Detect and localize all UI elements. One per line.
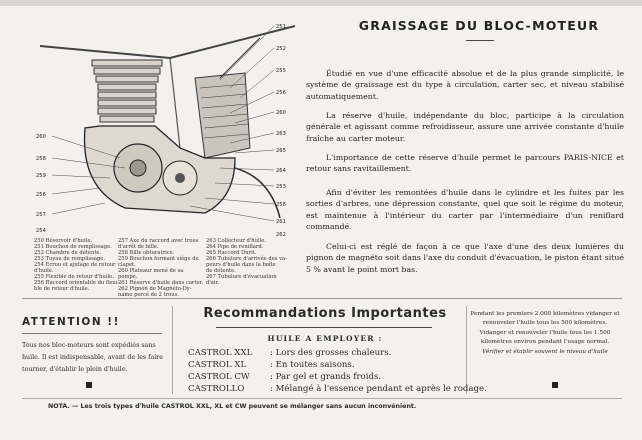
nota-text: NOTA. — Les trois types d'huile CASTROL XXL, XL et CW peuvent se mélanger sans aucun inconvénient. [48,403,417,410]
attention-underline [22,333,162,334]
legend-entry: 252 Chambre de détente. [34,250,102,256]
oil-name: CASTROL XL [188,360,247,370]
nota-divider [22,398,622,399]
legend-entry: d'air. [206,280,220,286]
callout-numbers-left [36,134,47,234]
callout-number: 256 [36,192,46,198]
oil-row [188,360,355,370]
oil-usage: : Lors des grosses chaleurs. [270,348,392,358]
legend-entry: d'arrêt de bille. [118,244,159,250]
legend-entry: 260 Plateaur mené de sa [118,268,184,274]
callout-number: 253 [276,184,286,190]
legend-entry: 264 Pipe de reniflard. [206,244,264,250]
callout-number: 257 [36,212,46,218]
paragraph: Afin d'éviter les remontées d'huile dans le cylindre et les fuites par les sorties d'arbres, une dépression constante, quel que soit le régime du moteur, est maintenue à l'intérieur du carter par l'intermédiaire d'un reniflard commandé. [306,188,624,232]
square-bullet [552,382,558,388]
legend-entry: 253 Tuyau de remplissage. [34,256,105,262]
legend-column-2 [118,238,203,298]
callout-number: 264 [276,168,286,174]
oil-usage: : En toutes saisons. [270,360,355,370]
legend-entry: 258 Bille obturatrice. [118,250,175,256]
legend-entry: pompe. [118,274,138,280]
maintenance-emphasis: Vérifier et établir souvent le niveau d'huile [482,348,608,355]
callout-number: 263 [276,131,286,137]
legend-entry: 261 Réserve d'huile dans carter. [118,280,204,286]
legend-entry: 267 Tubulure d'évacuation [206,274,277,280]
engine-lubrication-diagram [30,18,320,240]
callout-number: 261 [276,219,286,225]
paragraph: Étudié en vue d'une efficacité absolue et de la plus grande simplicité, le système de graissage est du type à circulation, carter sec, et niveau stabilisé automatiquement. [306,69,624,101]
square-bullet [86,382,92,388]
callout-number: 260 [36,134,46,140]
recommendations-underline [216,327,432,328]
callout-number: 260 [276,110,286,116]
paragraph: Celui-ci est réglé de façon à ce que l'axe d'une des deux lumières du pignon de magnéto soit dans l'axe du conduit d'évacuation, le piston étant situé 5 % avant le point mort bas. [306,242,624,274]
oil-usage: : Mélangé à l'essence pendant et après le rodage. [270,384,487,394]
page-title: GRAISSAGE DU BLOC-MOTEUR [358,18,600,33]
callout-numbers-right [276,24,287,238]
callout-number: 256 [276,90,286,96]
engine-cutaway-drawing [30,18,320,240]
legend-entry: 254 Ecrou et ajutage de retour [34,262,116,268]
maintenance-text: Pendant les premiers 2.000 kilomètres vidanger et renouveler l'huile tous les 500 kilomètres. Vidanger et renouveler l'huile tous les 1.500 kilomètres environ pendant l'usage normal. [470,311,620,346]
callout-number: 258 [276,202,286,208]
legend-column-1 [34,238,119,292]
legend-entry: 259 Bouchon formant siège du [118,256,199,262]
legend-entry: 256 Raccord orientable du flexi- [34,280,119,286]
legend-entry: 250 Réservoir d'huile. [34,238,93,244]
oil-row [188,384,487,394]
attention-text: Tous nos bloc-moteurs sont expédiés sans huile. Il est indispensable, avant de les faire tourner, d'établir le plein d'huile. [22,342,164,373]
title-underline [466,40,494,41]
legend-entry: ble de retour d'huile. [34,286,90,292]
legend-entry: 262 Pignon de Magnéto-Dy- [118,286,192,292]
section-divider [22,298,622,299]
callout-number: 251 [276,24,286,30]
oil-name: CASTROL XXL [188,348,253,358]
oil-row [188,372,381,382]
legend-entry: namo percé de 2 trous. [118,292,179,298]
callout-number: 255 [276,68,286,74]
callout-number: 259 [36,173,46,179]
legend-entry: 251 Bouchon de remplissage. [34,244,112,250]
legend-entry: d'huile. [34,268,54,274]
legend-entry: de détente. [206,268,236,274]
attention-title: ATTENTION !! [22,316,120,328]
oil-row [188,348,391,358]
paragraph: L'importance de cette réserve d'huile permet le parcours PARIS-NICE et retour sans ravitaillement. [306,153,624,174]
legend-entry: peurs d'huile dans la boîte [206,262,276,268]
oil-usage: : Par gel et grands froids. [270,372,382,382]
legend-entry: 257 Axe du raccord avec trous [118,238,199,244]
legend-entry: clapet. [118,262,136,268]
oil-name: CASTROLLO [188,384,245,394]
legend-entry: 255 Flexible de retour d'huile. [34,274,114,280]
oil-subtitle: HUILE A EMPLOYER : [267,334,383,343]
callout-number: 265 [276,148,286,154]
recommendations-title: Recommandations Importantes [203,306,447,321]
cylinder-fins [92,60,162,122]
column-separator [172,306,173,394]
legend-entry: 265 Raccord Durit. [206,250,257,256]
legend-entry: 263 Collecteur d'huile. [206,238,267,244]
page-edge [0,0,642,6]
callout-number: 254 [36,228,46,234]
callout-number: 262 [276,232,286,238]
maintenance-note [470,310,620,357]
paragraph: La réserve d'huile, indépendante du bloc, participe à la circulation générale et agissant comme refroidisseur, assure une arrivée constante d'huile fraîche au carter moteur. [306,111,624,143]
callout-number: 252 [276,46,286,52]
callout-number: 258 [36,156,46,162]
legend-column-3 [206,238,287,286]
legend-entry: 266 Tubulure d'arrivée des va- [206,256,287,262]
oil-name: CASTROL CW [188,372,250,382]
